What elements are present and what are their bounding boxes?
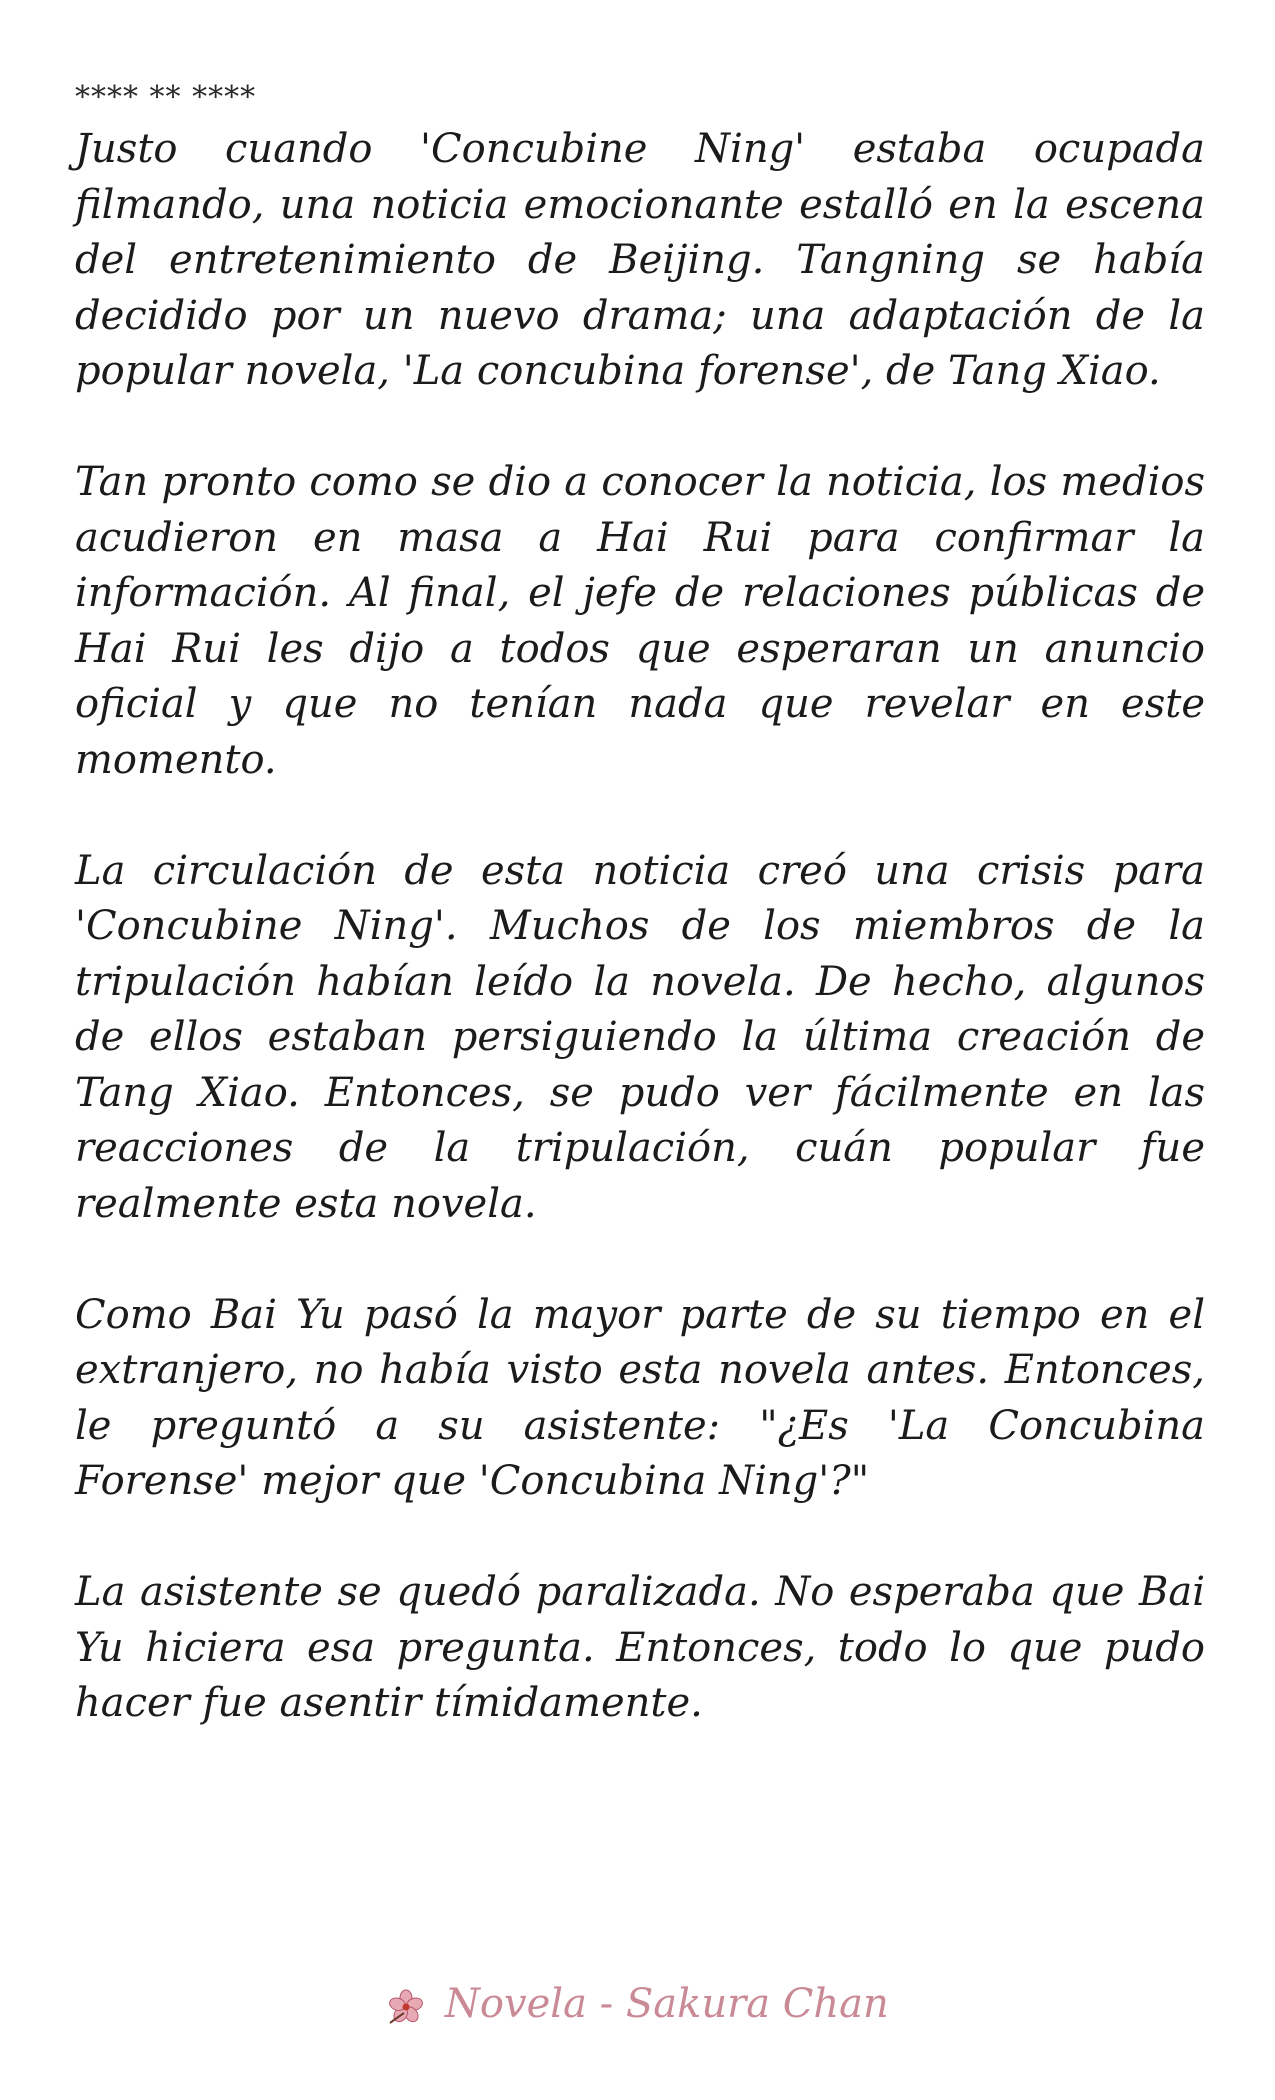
watermark-text: Novela - Sakura Chan <box>444 1981 889 2027</box>
paragraph-3: La circulación de esta noticia creó una crisis para 'Concubine Ning'. Muchos de los miembros de la tripulación habían leído la novela. De hecho, algunos de ellos estaban persiguiendo la última creación de Tang Xiao. Entonces, se pudo ver fácilmente en las reacciones de la tripulación, cuán popular fue realmente esta novela. <box>75 847 1205 1227</box>
paragraph-4: Como Bai Yu pasó la mayor parte de su tiempo en el extranjero, no había visto esta novela antes. Entonces, le preguntó a su asistente: "¿Es 'La Concubina Forense' mejor que 'Concubina Ning'?" <box>75 1291 1205 1504</box>
paragraph-1: Justo cuando 'Concubine Ning' estaba ocupada filmando, una noticia emocionante estalló en la escena del entretenimiento de Beijing. Tangning se había decidido por un nuevo drama; una adaptación de la popular novela, 'La concubina forense', de Tang Xiao. <box>75 126 1205 394</box>
section-separator: **** ** **** <box>75 80 257 115</box>
watermark <box>0 1980 1275 2028</box>
paragraph-2: Tan pronto como se dio a conocer la noticia, los medios acudieron en masa a Hai Rui para confirmar la información. Al final, el jefe de relaciones públicas de Hai Rui les dijo a todos que esperaran un anuncio oficial y que no tenían nada que revelar en este momento. <box>75 459 1205 783</box>
paragraph-5: La asistente se quedó paralizada. No esperaba que Bai Yu hiciera esa pregunta. Entonces, todo lo que pudo hacer fue asentir tímidamente. <box>75 1569 1205 1726</box>
sakura-flower-icon <box>386 1987 426 2027</box>
document-body <box>75 78 1205 1787</box>
